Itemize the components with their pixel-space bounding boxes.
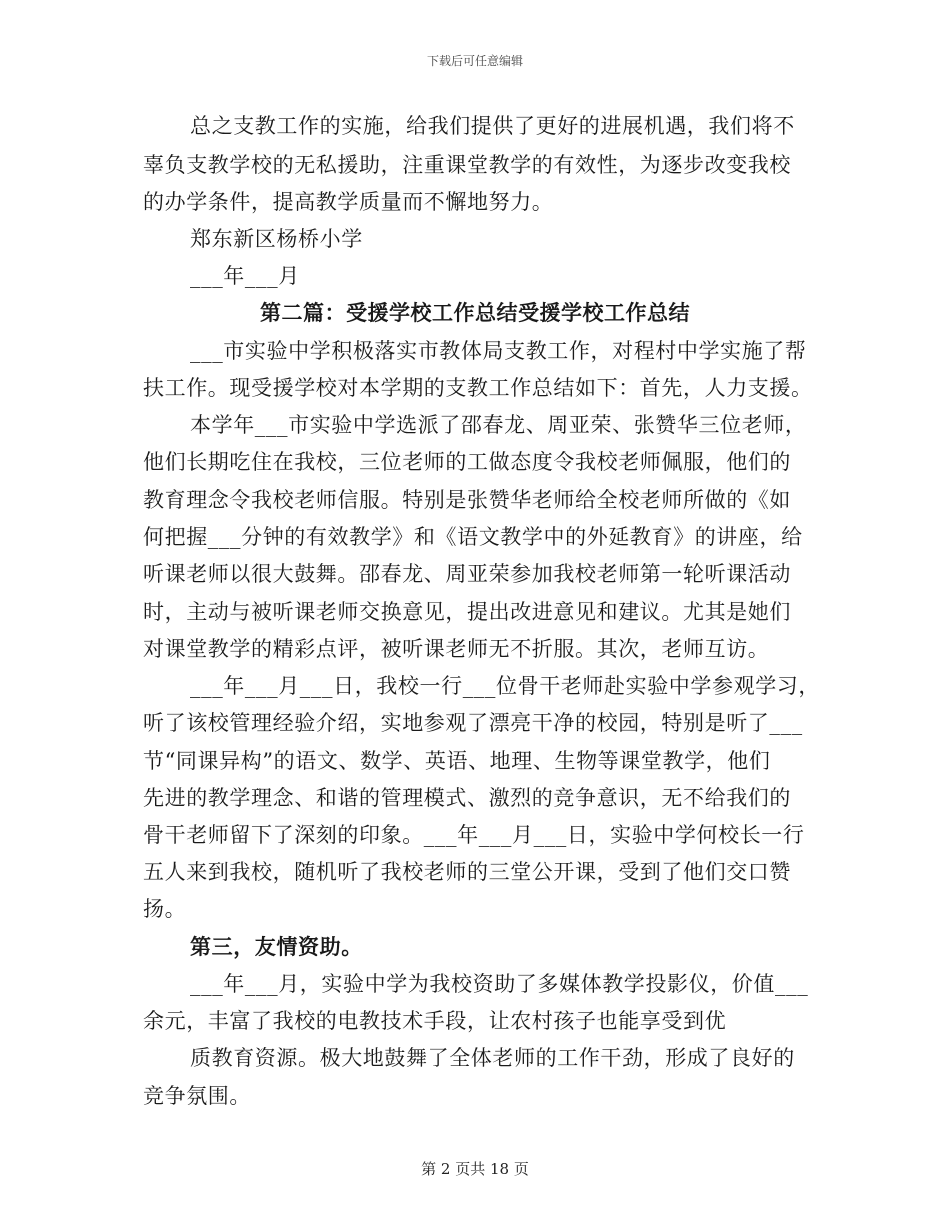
paragraph-line: 他们长期吃住在我校，三位老师的工做态度令我校老师佩服，他们的 (143, 450, 791, 474)
date-line: ___年___月 (190, 264, 300, 288)
paragraph-line: 辜负支教学校的无私援助，注重课堂教学的有效性，为逐步改变我校 (143, 153, 791, 177)
paragraph-line: 的办学条件，提高教学质量而不懈地努力。 (143, 190, 554, 214)
paragraph-line: 扬。 (143, 897, 187, 921)
section-title: 第二篇：受援学校工作总结受援学校工作总结 (260, 300, 690, 325)
paragraph-line: 何把握___分钟的有效教学》和《语文教学中的外延教育》的讲座，给 (143, 525, 803, 549)
paragraph-line: 时，主动与被听课老师交换意见，提出改进意见和建议。尤其是她们 (143, 600, 791, 624)
page-number: 第 2 页共 18 页 (421, 1160, 529, 1178)
paragraph-line: ___市实验中学积极落实市教体局支教工作，对程村中学实施了帮 (190, 339, 807, 363)
paragraph-line: 骨干老师留下了深刻的印象。___年___月___日，实验中学何校长一行 (143, 823, 805, 847)
paragraph-line: 本学年___市实验中学选派了邵春龙、周亚荣、张赞华三位老师， (190, 413, 807, 437)
subsection-heading: 第三，友情资助。 (190, 934, 363, 959)
page-header: 下载后可任意编辑 (426, 54, 523, 68)
paragraph-line: 五人来到我校，随机听了我校老师的三堂公开课，受到了他们交口赞 (143, 860, 791, 884)
paragraph-line: 余元，丰富了我校的电教技术手段，让农村孩子也能享受到优 (143, 1009, 727, 1033)
paragraph-line: 扶工作。现受援学校对本学期的支教工作总结如下：首先，人力支援。 (143, 376, 813, 400)
paragraph-line: 教育理念令我校老师信服。特别是张赞华老师给全校老师所做的《如 (143, 488, 791, 512)
paragraph-line: ___年___月___日，我校一行___位骨干老师赴实验中学参观学习， (190, 674, 820, 698)
paragraph-line: 竞争氛围。 (143, 1084, 251, 1108)
paragraph-line: ___年___月，实验中学为我校资助了多媒体教学投影仪，价值___ (190, 972, 809, 996)
paragraph-line: 节“同课异构”的语文、数学、英语、地理、生物等课堂教学，他们 (143, 749, 771, 773)
paragraph-line: 对课堂教学的精彩点评，被听课老师无不折服。其次，老师互访。 (143, 637, 770, 661)
paragraph-line: 听课老师以很大鼓舞。邵春龙、周亚荣参加我校老师第一轮听课活动 (143, 562, 791, 586)
paragraph-line: 质教育资源。极大地鼓舞了全体老师的工作干劲，形成了良好的 (190, 1046, 795, 1070)
paragraph-line: 总之支教工作的实施，给我们提供了更好的进展机遇，我们将不 (190, 114, 795, 138)
paragraph-line: 先进的教学理念、和谐的管理模式、激烈的竞争意识，无不给我们的 (143, 786, 791, 810)
paragraph-line: 听了该校管理经验介绍，实地参观了漂亮干净的校园，特别是听了___ (143, 711, 803, 735)
school-name: 郑东新区杨桥小学 (190, 227, 363, 251)
